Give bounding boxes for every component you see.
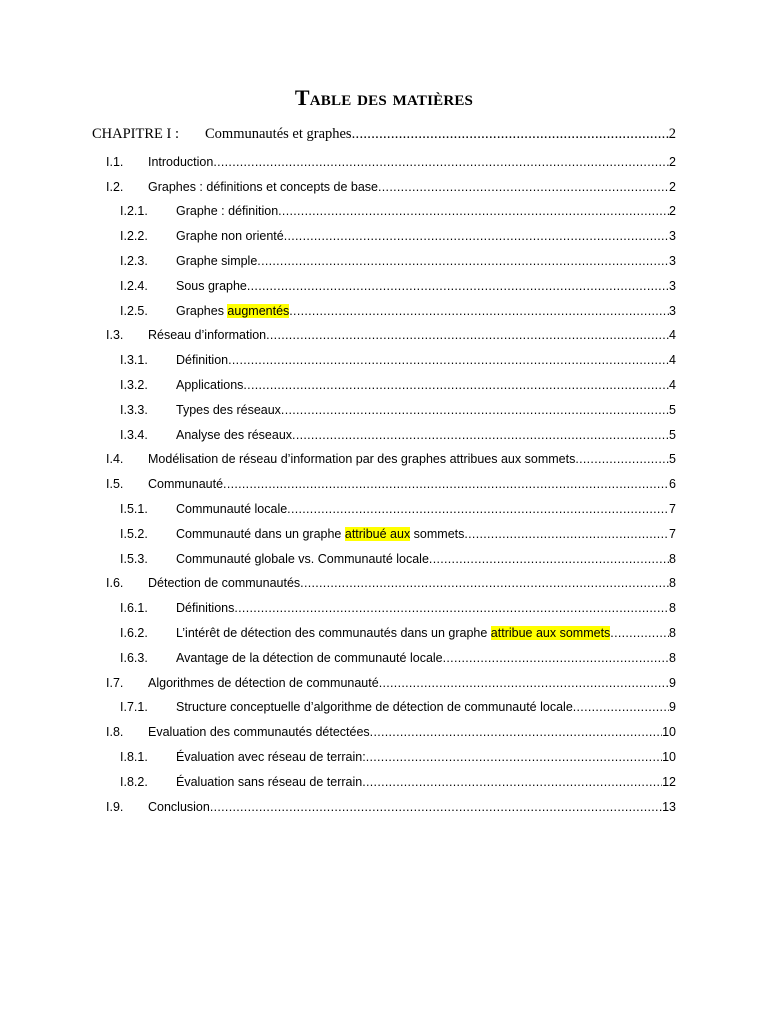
toc-page-number: 5 (669, 452, 676, 467)
label-text: Algorithmes de détection de communauté (148, 675, 379, 690)
label-text: Graphe simple (176, 254, 258, 268)
toc-entry-number: I.1. (106, 154, 124, 169)
dot-leader (234, 600, 669, 616)
toc-entry[interactable] (120, 526, 676, 542)
label-text: Évaluation avec réseau de terrain: (176, 750, 366, 764)
dot-leader (223, 476, 669, 492)
toc-page-number: 4 (669, 378, 676, 392)
toc-entry[interactable] (106, 476, 676, 492)
toc-entry[interactable] (106, 799, 676, 815)
dot-leader (352, 126, 669, 142)
label-text: Communautés et graphes (205, 126, 352, 142)
toc-entry[interactable] (120, 625, 676, 641)
toc-page-number: 8 (669, 601, 676, 616)
label-text: Détection de communautés (148, 576, 301, 591)
toc-page-number: 8 (669, 551, 676, 566)
label-text: Avantage de la détection de communauté locale (176, 650, 443, 665)
toc-entry-number: I.5.2. (120, 526, 148, 541)
toc-page-number: 10 (662, 750, 676, 764)
toc-entry-label (176, 278, 247, 294)
toc-entry[interactable] (106, 675, 676, 691)
toc-entry-label (176, 228, 284, 244)
label-text: Graphes : définitions et concepts de base (148, 179, 379, 194)
toc-entry-label (176, 551, 429, 567)
toc-entry[interactable] (120, 303, 676, 319)
toc-page-number: 8 (669, 576, 676, 591)
toc-entry-number: I.8. (106, 725, 124, 740)
label-text: Modélisation de réseau d’information par des graphes attribues aux sommets (148, 452, 576, 467)
toc-entry[interactable] (120, 228, 676, 244)
toc-entry[interactable] (106, 575, 676, 591)
label-text: Communauté dans un graphe (176, 526, 345, 541)
toc-entry-number: I.7. (106, 675, 124, 690)
dot-leader (284, 228, 669, 244)
toc-page-number: 7 (669, 502, 676, 516)
toc-entry-label (176, 501, 287, 517)
label-text: sommets (410, 526, 465, 541)
toc-entry-number: I.8.2. (120, 774, 148, 789)
toc-entry[interactable] (120, 377, 676, 393)
toc-entry-label (148, 327, 266, 343)
highlighted-text: attribue aux sommets (490, 626, 611, 640)
label-text: Graphes (176, 303, 228, 318)
dot-leader (281, 402, 669, 418)
toc-entry-label (176, 303, 289, 319)
toc-entry-number: I.3.1. (120, 353, 148, 368)
toc-chapter-entry[interactable] (92, 126, 676, 142)
toc-entry-label (176, 774, 362, 790)
toc-entry-label (205, 126, 352, 142)
toc-entry-number: I.3.4. (120, 427, 148, 442)
toc-page-number: 9 (669, 700, 676, 715)
label-text: Structure conceptuelle d’algorithme de détection de communauté locale (176, 700, 573, 715)
dot-leader (429, 551, 669, 567)
toc-entry[interactable] (106, 154, 676, 170)
toc-entry-label (148, 799, 210, 815)
label-text: Graphe : définition (176, 204, 279, 219)
toc-entry[interactable] (120, 352, 676, 368)
toc-entry-number: I.2. (106, 179, 124, 194)
toc-entry-label (148, 179, 378, 195)
toc-entry[interactable] (120, 650, 676, 666)
toc-entry-number: I.3. (106, 328, 124, 343)
toc-page-number: 5 (669, 402, 676, 417)
dot-leader (243, 377, 669, 393)
dot-leader (213, 154, 669, 170)
toc-entry-label (148, 724, 370, 740)
toc-page-number: 5 (669, 427, 676, 442)
toc-page-number: 2 (669, 154, 676, 169)
toc-entry-number: I.7.1. (120, 700, 148, 715)
dot-leader (289, 303, 669, 319)
dot-leader (266, 327, 669, 343)
toc-entry-label (176, 427, 292, 443)
dot-leader (362, 774, 662, 790)
toc-entry-number: I.9. (106, 799, 124, 814)
toc-entry[interactable] (106, 179, 676, 195)
label-text: Communauté globale vs. Communauté locale (176, 551, 429, 566)
toc-page-number: 9 (669, 675, 676, 690)
toc-entry[interactable] (120, 253, 676, 269)
toc-entry-label (148, 575, 300, 591)
toc-page-number: 4 (669, 353, 676, 368)
dot-leader (278, 203, 669, 219)
label-text: Sous graphe (176, 278, 247, 293)
toc-entry-number: I.5.1. (120, 502, 148, 516)
label-text: Réseau d’information (148, 328, 267, 343)
label-text: Communauté (148, 477, 224, 492)
dot-leader (370, 724, 662, 740)
toc-page-number: 6 (669, 477, 676, 492)
toc-entry[interactable] (120, 774, 676, 790)
toc-entry[interactable] (120, 749, 676, 765)
toc-entry-number: I.3.2. (120, 378, 148, 392)
label-text: Graphe non orienté (176, 229, 284, 244)
toc-entry-number: I.8.1. (120, 750, 148, 764)
dot-leader (247, 278, 669, 294)
label-text: Evaluation des communautés détectées (148, 725, 370, 740)
toc-entry-label (176, 352, 228, 368)
label-text: Applications (176, 378, 244, 392)
toc-entry-label (176, 600, 234, 616)
dot-leader (210, 799, 662, 815)
dot-leader (443, 650, 669, 666)
toc-entry-label (176, 749, 366, 765)
toc-page-number: 4 (669, 328, 676, 343)
toc-entry[interactable] (120, 699, 676, 715)
dot-leader (287, 501, 669, 517)
toc-entry[interactable] (120, 402, 676, 418)
label-text: Introduction (148, 154, 214, 169)
label-text: Types des réseaux (176, 402, 281, 417)
toc-page-number: 3 (669, 254, 676, 268)
dot-leader (464, 526, 669, 542)
toc-page-number: 10 (662, 725, 676, 740)
toc-entry-number: I.4. (106, 452, 124, 467)
toc-entry[interactable] (106, 451, 676, 467)
label-text: Conclusion (148, 799, 210, 814)
toc-entry-label (176, 625, 610, 641)
highlighted-text: attribué aux (344, 526, 411, 541)
toc-page-number: 2 (669, 204, 676, 219)
toc-page-number: 3 (669, 229, 676, 244)
toc-entry-number: I.2.2. (120, 229, 148, 244)
toc-page-number: 8 (669, 650, 676, 665)
dot-leader (575, 451, 669, 467)
dot-leader (228, 352, 669, 368)
toc-entry-label (148, 451, 575, 467)
dot-leader (379, 675, 669, 691)
toc-entry[interactable] (120, 278, 676, 294)
dot-leader (610, 625, 669, 641)
label-text: Analyse des réseaux (176, 427, 293, 442)
toc-entry-number: I.2.3. (120, 254, 148, 268)
toc-entry-number: I.6.2. (120, 626, 148, 640)
toc-entry-label (176, 650, 443, 666)
dot-leader (292, 427, 669, 443)
toc-entry-label (176, 253, 257, 269)
dot-leader (378, 179, 669, 195)
toc-entry-label (176, 377, 243, 393)
dot-leader (366, 749, 662, 765)
toc-entry-label (176, 203, 278, 219)
label-text: Communauté locale (176, 502, 288, 516)
toc-entry-number: I.6.1. (120, 601, 148, 616)
toc-page-number: 3 (669, 303, 676, 318)
dot-leader (257, 253, 669, 269)
label-text: L’intérêt de détection des communautés dans un graphe (176, 626, 491, 640)
label-text: Définition (176, 353, 229, 368)
toc-page-number: 7 (669, 526, 676, 541)
dot-leader (573, 699, 669, 715)
page-title: Table des matières (294, 85, 474, 110)
toc-page-number: 2 (668, 126, 676, 142)
toc-entry[interactable] (120, 551, 676, 567)
label-text: Définitions (176, 601, 235, 616)
toc-entry[interactable] (120, 501, 676, 517)
toc-entry-number: I.3.3. (120, 402, 148, 417)
toc-entry[interactable] (120, 203, 676, 219)
toc-entry-number: I.6.3. (120, 650, 148, 665)
toc-entry[interactable] (120, 427, 676, 443)
toc-entry-label (176, 526, 464, 542)
toc-entry-number: I.2.1. (120, 204, 148, 219)
label-text: Évaluation sans réseau de terrain (176, 774, 363, 789)
toc-page-number: 3 (669, 278, 676, 293)
toc-entry-label (176, 402, 281, 418)
dot-leader (300, 575, 669, 591)
toc-entry-number: I.5. (106, 477, 124, 492)
toc-entry[interactable] (120, 600, 676, 616)
toc-entry-number: I.2.4. (120, 278, 148, 293)
toc-entry[interactable] (106, 724, 676, 740)
toc-entry-label (148, 675, 379, 691)
toc-entry-label (148, 476, 223, 492)
toc-page-number: 13 (662, 799, 676, 814)
toc-entry-number: I.5.3. (120, 551, 148, 566)
toc-entry-number: CHAPITRE I : (92, 126, 179, 142)
toc-page-number: 8 (669, 626, 676, 640)
toc-page-number: 12 (662, 774, 676, 789)
toc-entry[interactable] (106, 327, 676, 343)
toc-entry-number: I.2.5. (120, 303, 148, 318)
highlighted-text: augmentés (227, 303, 290, 318)
toc-entry-label (148, 154, 213, 170)
toc-page-number: 2 (669, 179, 676, 194)
toc-entry-label (176, 699, 573, 715)
toc-entry-number: I.6. (106, 576, 124, 591)
